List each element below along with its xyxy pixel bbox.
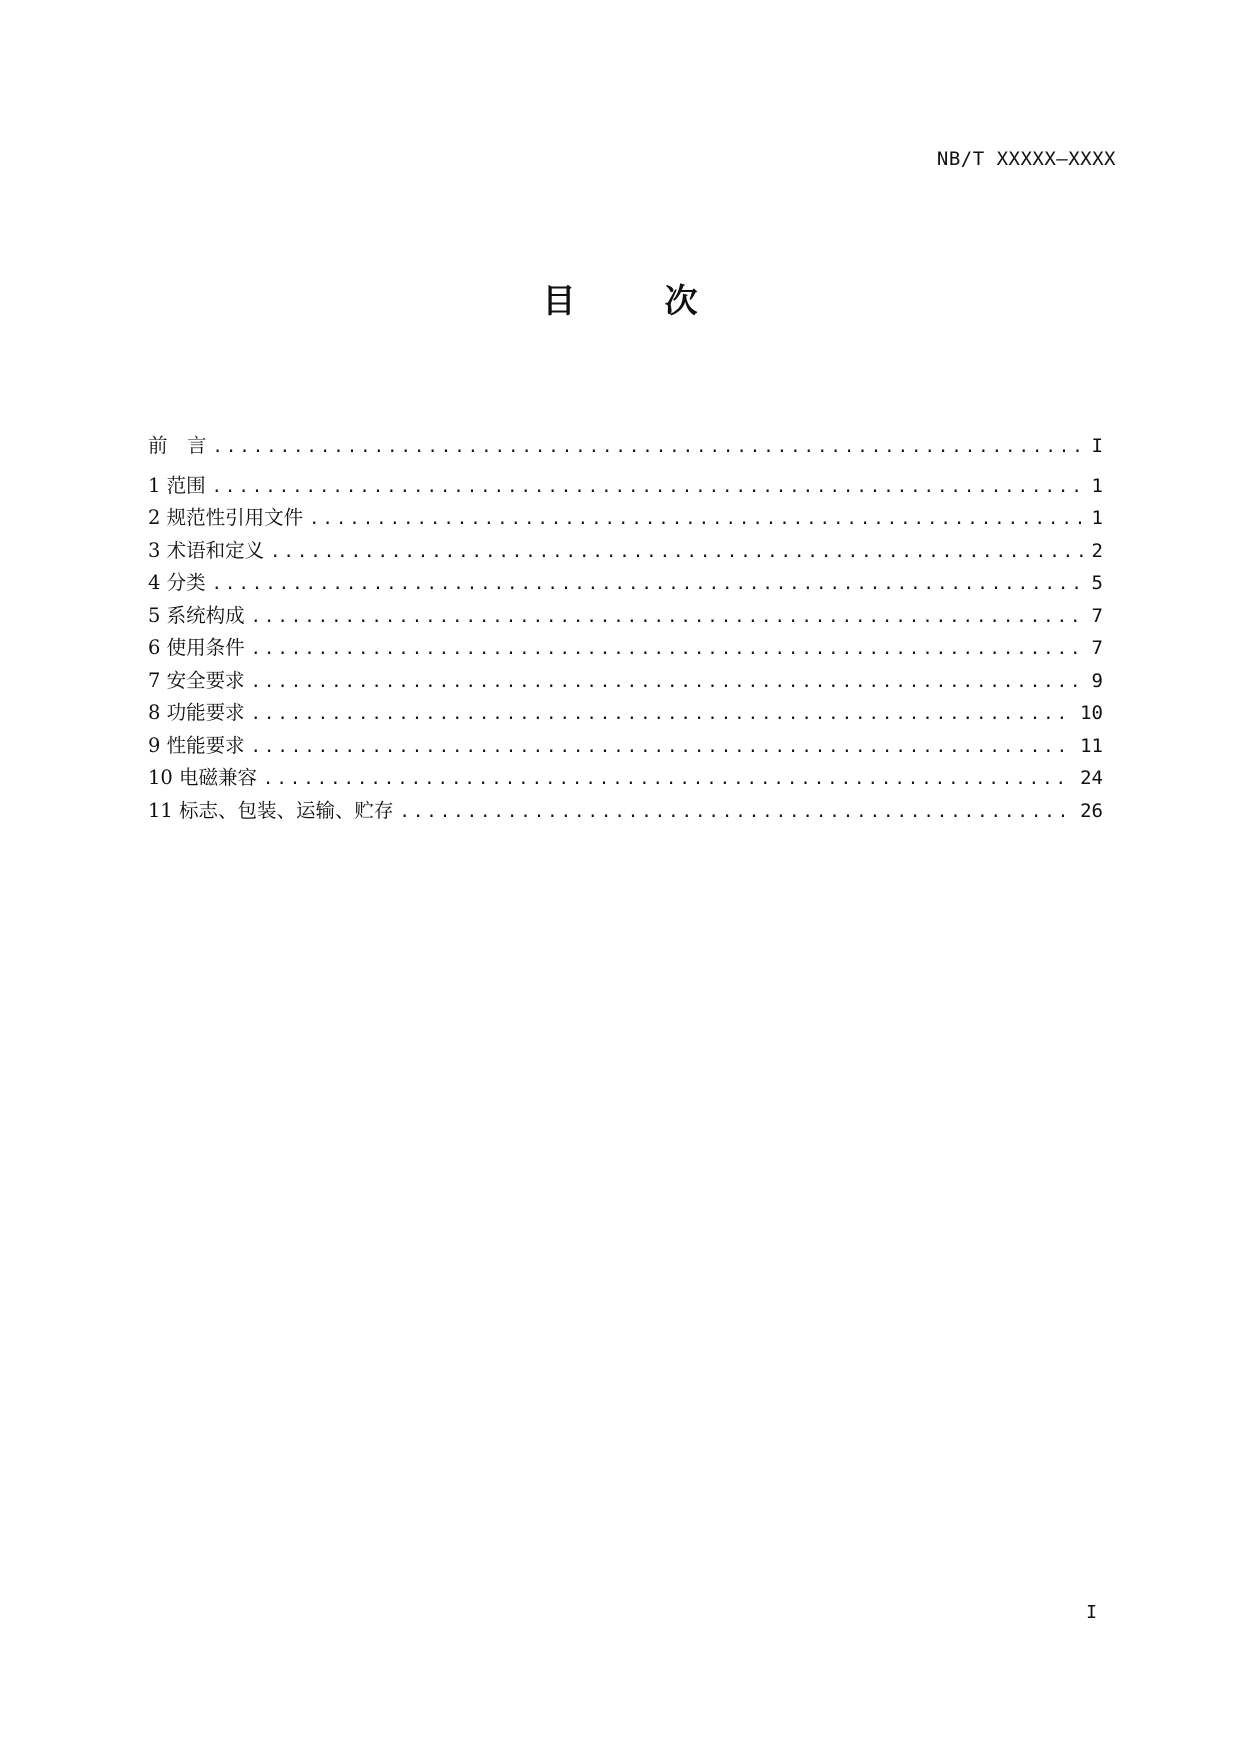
- toc-entry-functional-requirements[interactable]: [148, 697, 1103, 730]
- toc-entry-page: 26: [1080, 799, 1103, 822]
- toc-entry-page: 2: [1091, 539, 1103, 562]
- toc-dot-leader: [213, 431, 1084, 464]
- toc-entry-page: 1: [1091, 474, 1103, 497]
- toc-entry-label: 10 电磁兼容: [148, 766, 258, 789]
- toc-entry-label: 8 功能要求: [148, 701, 245, 724]
- toc-dot-leader: [251, 731, 1073, 764]
- toc-dot-leader: [212, 568, 1084, 601]
- toc-dot-leader: [263, 763, 1072, 796]
- toc-entry-label: 2 规范性引用文件: [148, 506, 304, 529]
- toc-entry-label: 3 术语和定义: [148, 538, 265, 562]
- toc-entry-page: 11: [1080, 734, 1103, 757]
- page-title: 目 次: [542, 281, 726, 320]
- standard-code: NB/T XXXXX—XXXX: [936, 148, 1116, 170]
- toc-entry-page: 10: [1080, 702, 1103, 724]
- toc-entry-scope[interactable]: [148, 470, 1103, 503]
- toc-entry-marking-packaging[interactable]: [148, 795, 1103, 828]
- toc-dot-leader: [270, 536, 1083, 569]
- toc-entry-system-composition[interactable]: [148, 600, 1103, 633]
- toc-entry-foreword[interactable]: [148, 430, 1103, 463]
- toc-dot-leader: [251, 666, 1084, 699]
- toc-entry-page: 5: [1091, 572, 1103, 594]
- toc-entry-label: 6 使用条件: [148, 636, 245, 659]
- toc-entry-normative-references[interactable]: [148, 502, 1103, 535]
- toc-entry-performance-requirements[interactable]: [148, 730, 1103, 763]
- toc-entry-classification[interactable]: [148, 567, 1103, 600]
- toc-entry-page: 9: [1091, 669, 1103, 692]
- toc-entry-operating-conditions[interactable]: [148, 632, 1103, 665]
- toc-entry-page: 24: [1080, 767, 1103, 789]
- toc-dot-leader: [212, 471, 1084, 504]
- toc-entry-label: 4 分类: [148, 571, 206, 594]
- toc-entry-page: 7: [1091, 604, 1103, 627]
- toc-dot-leader: [251, 601, 1084, 634]
- toc-dot-leader: [400, 796, 1073, 829]
- toc-entry-safety-requirements[interactable]: [148, 665, 1103, 698]
- toc-entry-page: I: [1091, 435, 1103, 457]
- toc-entry-page: 1: [1091, 507, 1103, 529]
- table-of-contents: [148, 430, 1103, 827]
- toc-entry-label: 1 范围: [148, 473, 206, 497]
- toc-dot-leader: [251, 633, 1084, 666]
- toc-entry-label: 5 系统构成: [148, 603, 245, 627]
- toc-entry-page: 7: [1091, 637, 1103, 659]
- toc-dot-leader: [251, 698, 1073, 731]
- toc-entry-emc[interactable]: [148, 762, 1103, 795]
- page-number: I: [1086, 1602, 1097, 1623]
- toc-entry-label: 11 标志、包装、运输、贮存: [148, 798, 394, 822]
- toc-entry-label: 前 言: [148, 434, 207, 457]
- toc-entry-label: 7 安全要求: [148, 668, 245, 692]
- toc-dot-leader: [309, 503, 1083, 536]
- toc-entry-label: 9 性能要求: [148, 733, 245, 757]
- toc-entry-terms-definitions[interactable]: [148, 535, 1103, 568]
